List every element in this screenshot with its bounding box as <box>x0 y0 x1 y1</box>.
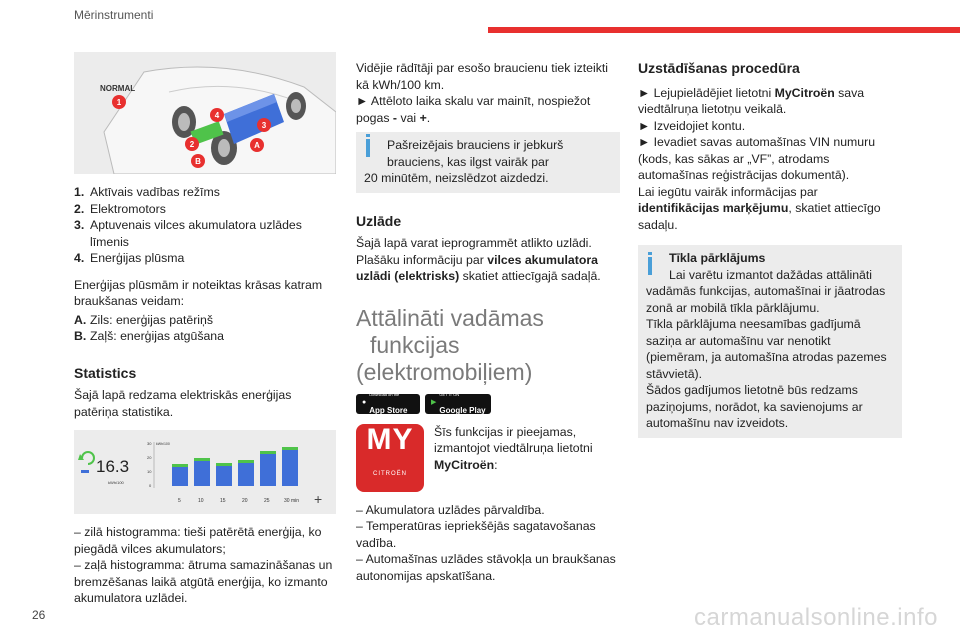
setup-step-2: ► Izveidojiet kontu. <box>638 118 746 133</box>
svg-text:30: 30 <box>147 441 152 446</box>
feature-list <box>356 502 620 585</box>
app-availability-text: Šīs funkcijas ir pieejamas, izmantojot viedtālruņa lietotni MyCitroën: <box>434 424 593 472</box>
histogram-green-text: – zaļā histogramma: ātruma samazināšanas un bremzēšanas laikā atgūtā enerģija, ko izmanto akumulatora uzlādei. <box>74 558 333 605</box>
statistics-text: Šajā lapā redzama elektriskās enerģijas patēriņa statistika. <box>74 388 292 419</box>
charging-text: Šajā lapā varat ieprogrammēt atlikto uzlādi. Plašāku informāciju par vilces akumulatora uzlādi (elektrisks) skatiet attiecīgajā sadaļā. <box>356 236 601 283</box>
legend-item: B. Zaļš: enerģijas atgūšana <box>74 329 224 343</box>
trip-note: Pašreizējais brauciens ir jebkurš brauciens, kas ilgst vairāk par 20 minūtēm, neizslēdzot aizdedzi. <box>356 132 620 193</box>
svg-text:B: B <box>195 157 201 166</box>
letter-legend <box>74 312 336 345</box>
mycitroen-row <box>356 424 620 492</box>
number-legend <box>74 184 336 267</box>
svg-text:20: 20 <box>242 498 248 504</box>
svg-text:A: A <box>254 141 260 150</box>
header-accent-bar <box>488 27 960 33</box>
svg-text:5: 5 <box>178 498 181 504</box>
average-text: Vidējie rādītāji par esošo braucienu tiek izteikti kā kWh/100 km. <box>356 61 608 92</box>
svg-text:10: 10 <box>198 498 204 504</box>
histogram-bar <box>260 451 276 486</box>
statistics-heading: Statistics <box>74 364 137 381</box>
svg-text:30 min: 30 min <box>284 498 300 504</box>
legend-item: 3. Aptuvenais vilces akumulatora uzlādes līmenis <box>74 218 302 249</box>
legend-item: 1. Aktīvais vadības režīms <box>74 185 220 199</box>
scale-change-text: ► Attēloto laika skalu var mainīt, nospiežot pogas - vai +. <box>356 94 591 125</box>
svg-text:25: 25 <box>264 498 270 504</box>
legend-item: 2. Elektromotors <box>74 201 166 216</box>
legend-item: 4. Enerģijas plūsma <box>74 251 185 265</box>
svg-text:0: 0 <box>149 483 152 488</box>
histogram-bar <box>194 458 210 486</box>
car-energy-illustration <box>74 52 336 174</box>
svg-text:kWh/100: kWh/100 <box>156 442 170 446</box>
store-badges <box>356 391 620 415</box>
histogram-bar <box>238 460 254 486</box>
list-item: – Temperatūras iepriekšējās sagatavošanas vadība. <box>356 519 596 550</box>
list-item: – Automašīnas uzlādes stāvokļa un braukšanas autonomijas apskatīšana. <box>356 552 616 583</box>
svg-text:2: 2 <box>189 140 195 149</box>
refresh-icon <box>78 452 94 473</box>
svg-text:20: 20 <box>147 455 152 460</box>
histogram-bar <box>216 463 232 486</box>
column-right <box>638 60 902 438</box>
page-number: 26 <box>32 608 46 622</box>
info-icon <box>366 139 370 157</box>
plus-button[interactable]: + <box>314 491 323 507</box>
svg-text:1: 1 <box>116 98 122 107</box>
setup-info: Lai iegūtu vairāk informācijas par identifikācijas marķējumu, skatiet attiecīgo sadaļu. <box>638 184 881 232</box>
list-item: – Akumulatora uzlādes pārvaldība. <box>356 502 545 517</box>
watermark: carmanualsonline.info <box>694 604 938 631</box>
svg-text:4: 4 <box>214 111 220 120</box>
legend-item: A. Zils: enerģijas patēriņš <box>74 312 214 327</box>
statistics-figure <box>74 430 336 514</box>
energy-flow-figure <box>74 52 336 174</box>
mode-label: NORMAL <box>100 84 136 93</box>
consumption-value: 16.3 <box>96 457 130 476</box>
column-left <box>74 52 336 607</box>
charging-heading: Uzlāde <box>356 212 402 229</box>
consumption-unit: kWh/100 <box>108 480 124 485</box>
statistics-display <box>74 430 336 514</box>
google-play-badge[interactable]: ▶ GET IT ON Google Play <box>425 394 491 414</box>
apple-icon: ● <box>362 399 367 407</box>
histogram-blue-text: – zilā histogramma: tieši patērētā enerģija, ko piegādā vilces akumulators; <box>74 525 322 556</box>
svg-text:15: 15 <box>220 498 226 504</box>
setup-step-1: ► Lejupielādējiet lietotni MyCitroën sava viedtālruņa lietotņu veikalā. <box>638 85 865 116</box>
flow-intro: Enerģijas plūsmām ir noteiktas krāsas katram braukšanas veidam: <box>74 277 323 308</box>
app-store-badge[interactable]: ● Download on the App Store <box>356 394 420 414</box>
histogram-bar <box>172 464 188 486</box>
setup-step-3: ► Ievadiet savas automašīnas VIN numuru (kods, kas sākas ar „VF”, atrodams automašīnas reģistrācijas dokumentā). <box>638 135 876 182</box>
mycitroen-logo: MY CITROËN <box>356 424 424 492</box>
play-icon: ▶ <box>431 399 437 407</box>
info-icon <box>648 257 652 275</box>
setup-heading: Uzstādīšanas procedūra <box>638 60 800 76</box>
svg-text:3: 3 <box>261 121 267 130</box>
histogram-bar <box>282 447 298 486</box>
svg-text:10: 10 <box>147 469 152 474</box>
running-header: Mērinstrumenti <box>74 8 154 22</box>
remote-functions-title: Attālināti vadāmas funkcijas (elektromobiļiem) <box>356 304 544 385</box>
column-middle <box>356 60 620 584</box>
network-note: Tīkla pārklājums Lai varētu izmantot dažādas attālināti vadāmās funkcijas, automašīnai ir jāatrodas zonā ar mobilā tīkla pārklājumu. Tīkla pārklājuma neesamības gadījumā saziņa ar automašīnu var nenotikt (piemēram, ja automašīna atrodas pazemes stāvvietā). Šādos gadījumos lietotnē būs redzams paziņojums, norādot, ka savienojums ar automašīnu nav izveidots. <box>638 245 902 438</box>
